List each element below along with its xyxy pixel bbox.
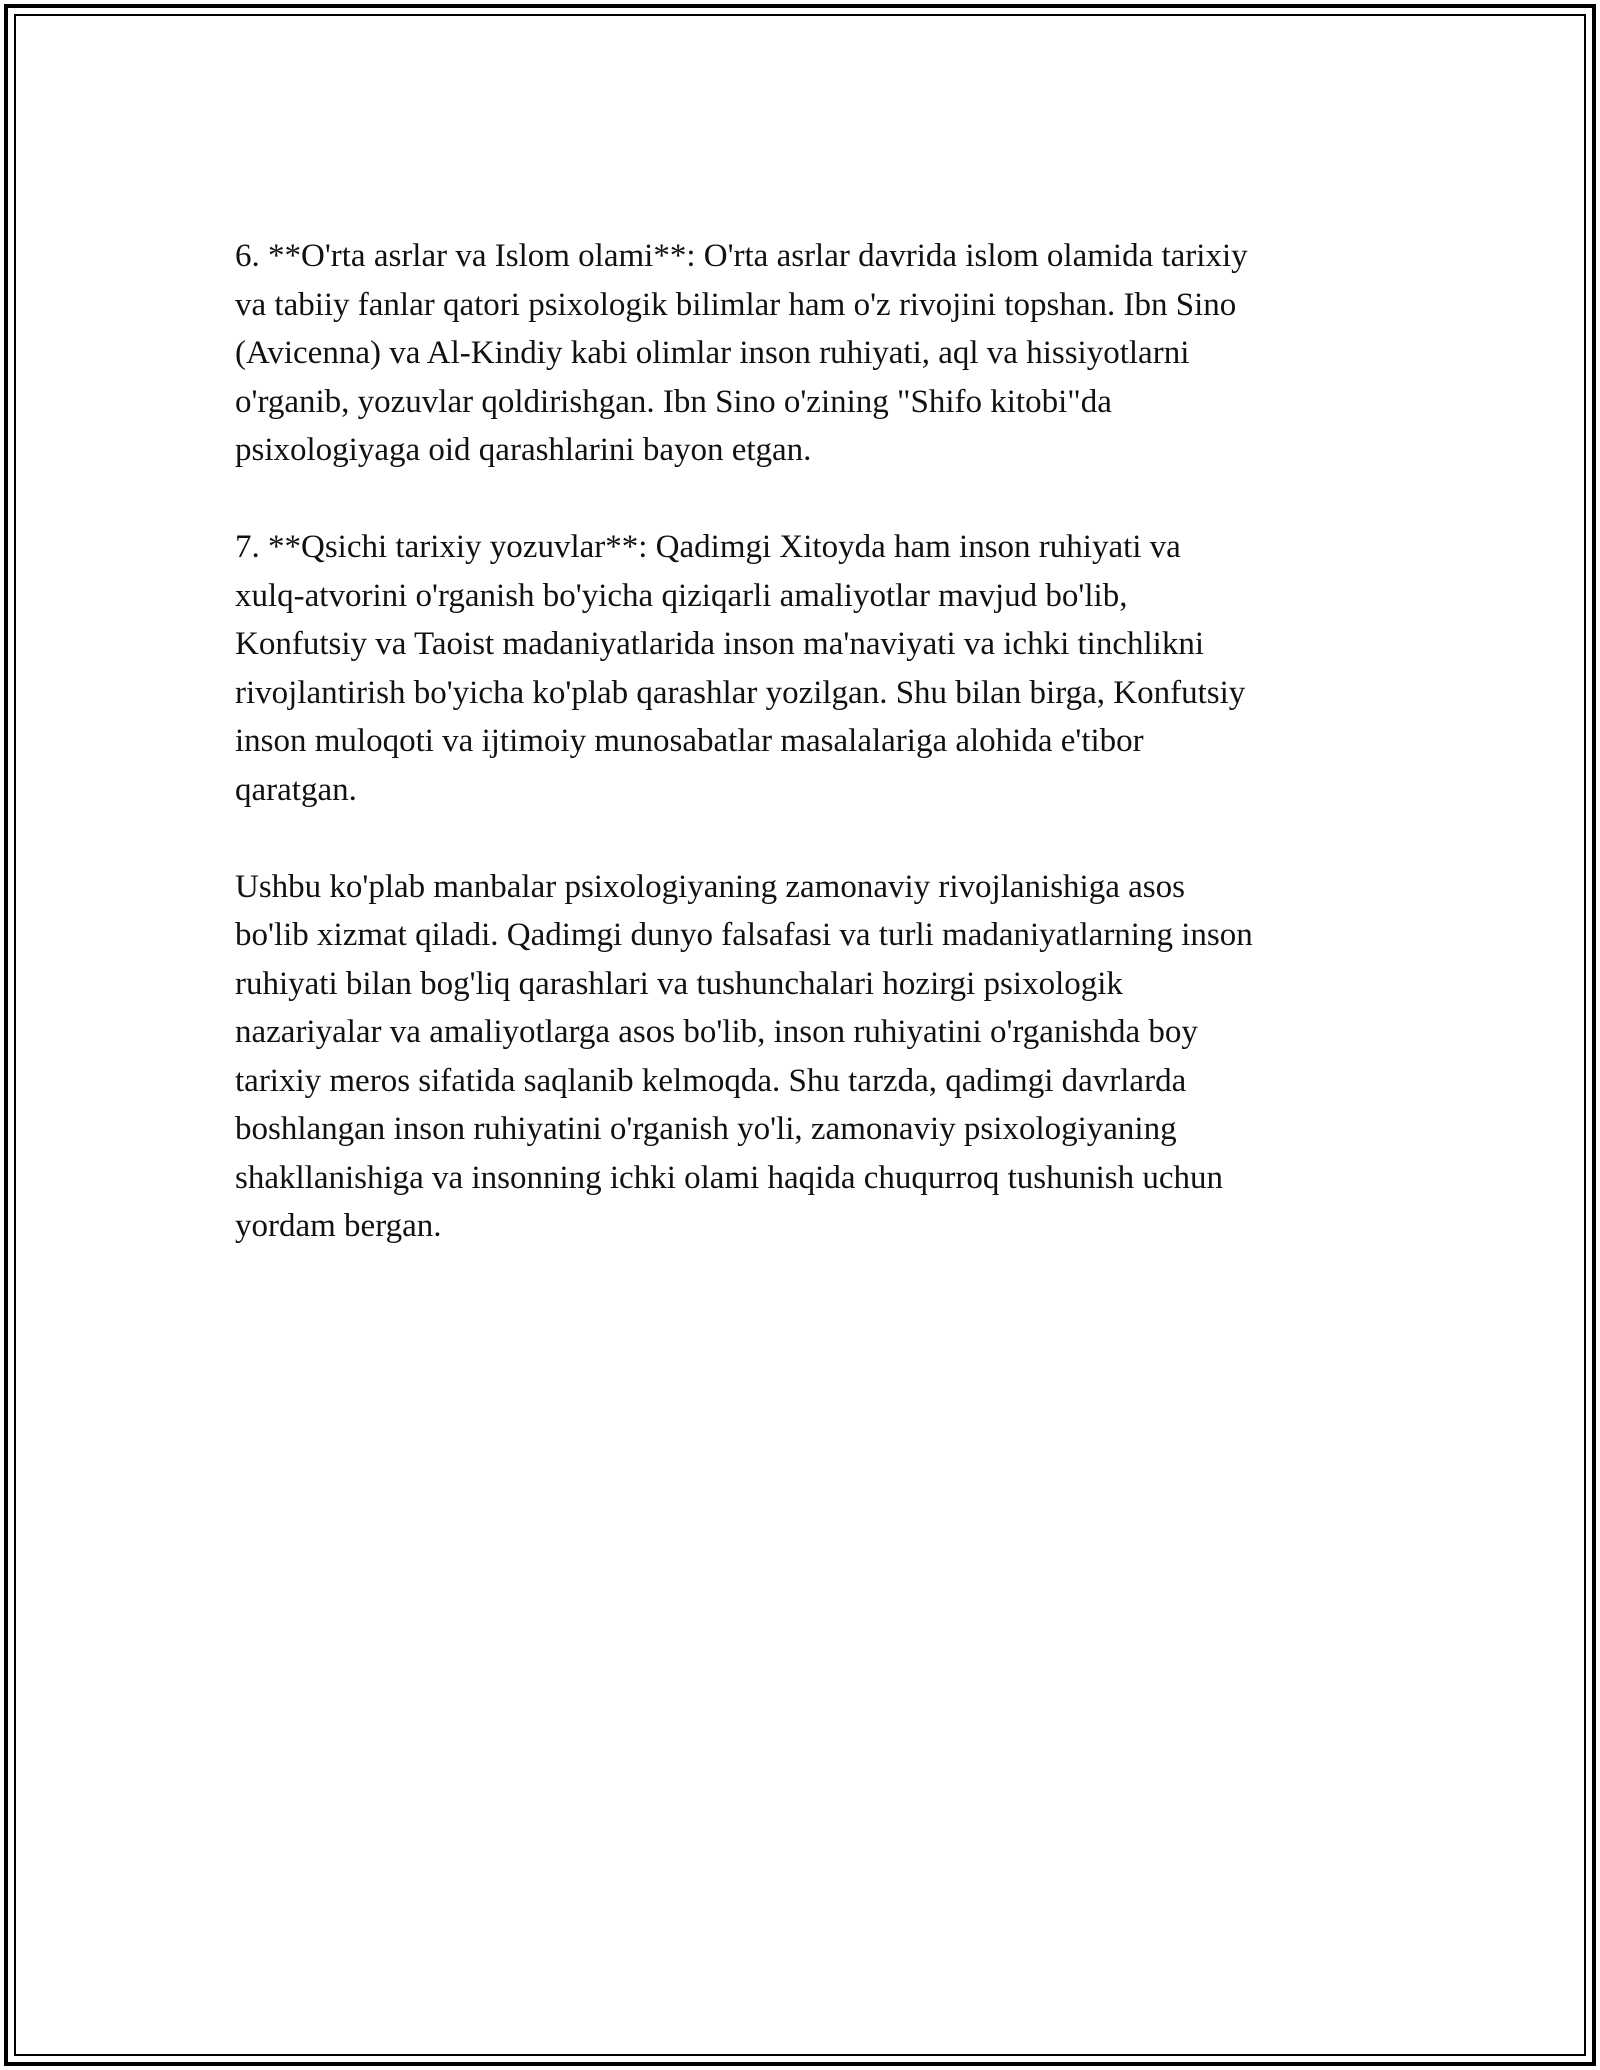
paragraph-conclusion: Ushbu ko'plab manbalar psixologiyaning zamonaviy rivojlanishiga asos bo'lib xizmat qiladi. Qadimgi dunyo falsafasi va turli madaniyatlarning inson ruhiyati bilan bog'liq qarashlari va tushunchalari hozirgi psixologik nazariyalar va amaliyotlarga asos bo'lib, inson ruhiyatini o'rganishda boy tarixiy meros sifatida saqlanib kelmoqda. Shu tarzda, qadimgi davrlarda boshlangan inson ruhiyatini o'rganish yo'li, zamonaviy psixologiyaning shakllanishiga va insonning ichki olami haqida chuqurroq tushunish uchun yordam bergan. [235, 868, 1253, 1244]
paragraph-middle-ages-islam: 6. **O'rta asrlar va Islom olami**: O'rta asrlar davrida islom olamida tarixiy va tabiiy fanlar qatori psixologik bilimlar ham o'z rivojini topshan. Ibn Sino (Avicenna) va Al-Kindiy kabi olimlar inson ruhiyati, aql va hissiyotlarni o'rganib, yozuvlar qoldirishgan. Ibn Sino o'zining "Shifo kitobi"da psixologiyaga oid qarashlarini bayon etgan. [235, 238, 1248, 468]
document-body [235, 232, 1385, 1299]
paragraph-ancient-china-writings: 7. **Qsichi tarixiy yozuvlar**: Qadimgi Xitoyda ham inson ruhiyati va xulq-atvorini o'rganish bo'yicha qiziqarli amaliyotlar mavjud bo'lib, Konfutsiy va Taoist madaniyatlarida inson ma'naviyati va ichki tinchlikni rivojlantirish bo'yicha ko'plab qarashlar yozilgan. Shu bilan birga, Konfutsiy inson muloqoti va ijtimoiy munosabatlar masalalariga alohida e'tibor qaratgan. [235, 529, 1246, 808]
